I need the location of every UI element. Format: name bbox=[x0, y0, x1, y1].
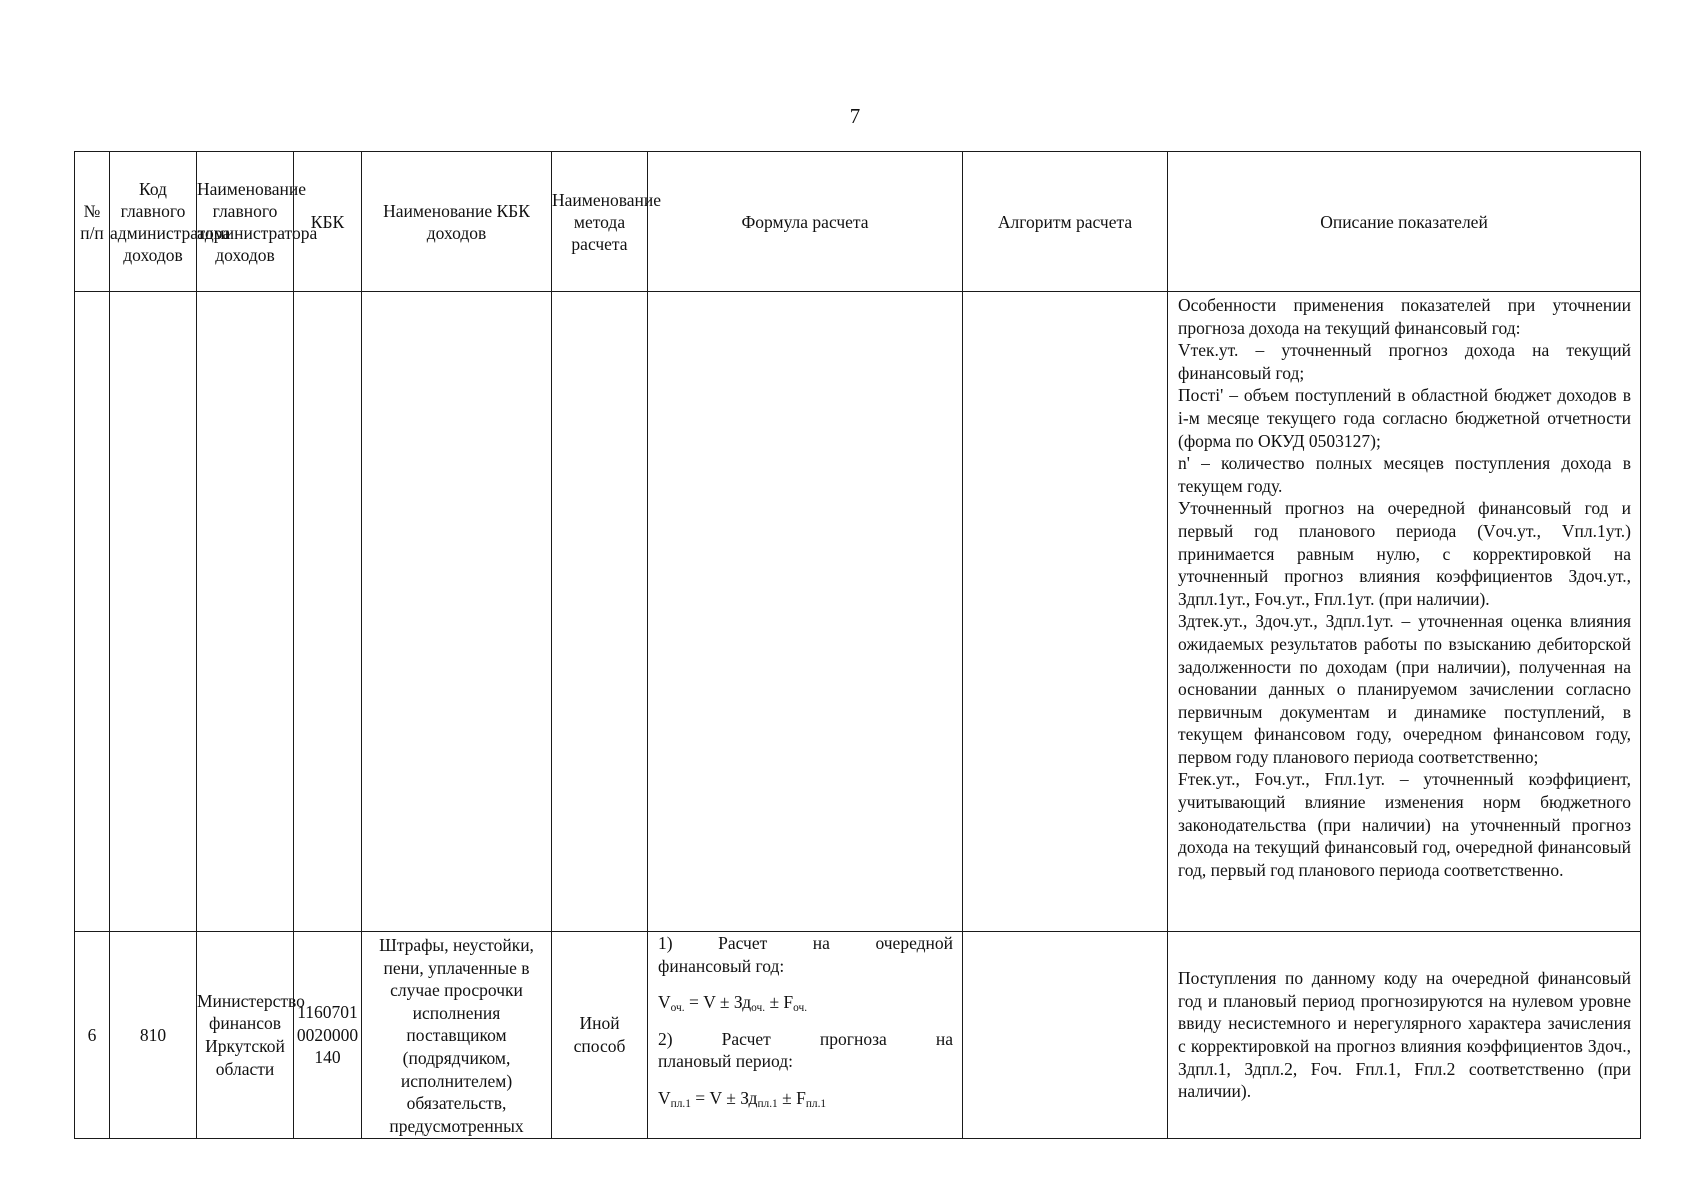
header-algorithm: Алгоритм расчета bbox=[963, 152, 1168, 292]
desc-p2: Vтек.ут. – уточненный прогноз дохода на текущий финансовый год; bbox=[1178, 340, 1631, 383]
table-row bbox=[75, 932, 1641, 1139]
empty-cell bbox=[648, 292, 963, 932]
desc-p4: n' – количество полных месяцев поступления дохода в текущем году. bbox=[1178, 453, 1631, 496]
header-kbk-name: Наименование КБК доходов bbox=[362, 152, 552, 292]
row-kbk-name bbox=[362, 932, 552, 1139]
desc-p7: Fтек.ут., Fоч.ут., Fпл.1ут. – уточненный коэффициент, учитывающий влияние изменения норм бюджетного законодательства (при наличии) на уточненный прогноз дохода на текущий финансовый год, очередной финансовый год, первый год планового периода соответственно. bbox=[1178, 769, 1631, 880]
empty-cell bbox=[362, 292, 552, 932]
row-kbk-name-text: Штрафы, неустойки, пени, уплаченные в случае просрочки исполнения поставщиком (подрядчиком, исполнителем) обязательств, предусмотренных bbox=[379, 935, 534, 1136]
empty-cell bbox=[294, 292, 362, 932]
formula-step2-rest: плановый период: bbox=[658, 1051, 794, 1072]
header-description: Описание показателей bbox=[1168, 152, 1641, 292]
header-admin-code: Код главного администратора доходов bbox=[110, 152, 197, 292]
desc-p3: Постi' – объем поступлений в областной бюджет доходов в i-м месяце текущего года согласно бюджетной отчетности (форма по ОКУД 0503127); bbox=[1178, 385, 1631, 451]
formula-step1-word: на bbox=[812, 933, 830, 953]
formula-step2-word: прогноза bbox=[819, 1028, 887, 1049]
formula-step2-word: на bbox=[935, 1028, 953, 1049]
page-number: 7 bbox=[849, 104, 861, 128]
empty-cell bbox=[963, 292, 1168, 932]
row-formula bbox=[648, 932, 963, 1139]
forecast-table bbox=[74, 151, 1641, 1139]
header-num: № п/п bbox=[75, 152, 110, 292]
continuation-row bbox=[75, 292, 1641, 932]
header-method-name: Наименование метода расчета bbox=[552, 152, 648, 292]
formula-step1-word: очередной bbox=[875, 933, 953, 953]
row-algorithm bbox=[963, 932, 1168, 1139]
header-row bbox=[75, 152, 1641, 292]
header-kbk: КБК bbox=[294, 152, 362, 292]
row-admin-name: Министерство финансов Иркутской области bbox=[197, 932, 294, 1139]
empty-cell bbox=[552, 292, 648, 932]
row-kbk: 11607010020000140 bbox=[294, 932, 362, 1139]
desc-p6: Здтек.ут., Здоч.ут., Здпл.1ут. – уточненная оценка влияния ожидаемых результатов работы по взысканию дебиторской задолженности по доходам (при наличии), полученная на основании данных о планируемом зачислении согласно первичным документам и динамике поступлений, в текущем финансовом году, очередном финансовом году, первом году планового периода соответственно; bbox=[1178, 611, 1631, 767]
header-admin-name: Наименование главного администратора доходов bbox=[197, 152, 294, 292]
empty-cell bbox=[75, 292, 110, 932]
formula-1: $V_{оч.} = V \pm Зд_{оч.} \pm F_{оч.}$ bbox=[658, 992, 808, 1015]
desc-p5: Уточненный прогноз на очередной финансовый год и первый год планового периода (Vоч.ут., Vпл.1ут.) принимается равным нулю, с корректировкой на уточненный прогноз влияния коэффициентов Здоч.ут., Здпл.1ут., Fоч.ут., Fпл.1ут. (при наличии). bbox=[1178, 498, 1631, 609]
header-formula: Формула расчета bbox=[648, 152, 963, 292]
continuation-description bbox=[1168, 292, 1641, 932]
formula-2: $V_{пл.1} = V \pm Зд_{пл.1} \pm F_{пл.1}$ bbox=[658, 1087, 827, 1110]
row-num: 6 bbox=[75, 932, 110, 1139]
formula-step2-num: 2) bbox=[658, 1028, 673, 1049]
row-description: Поступления по данному коду на очередной финансовый год и плановый период прогнозируются на нулевом уровне ввиду несистемного и нерегулярного характера зачисления с корректировкой на прогноз влияния коэффициентов Здоч., Здпл.1, Здпл.2, Fоч. Fпл.1, Fпл.2 соответственно (при наличии). bbox=[1168, 932, 1641, 1139]
formula-step2-word: Расчет bbox=[721, 1028, 771, 1049]
empty-cell bbox=[110, 292, 197, 932]
empty-cell bbox=[197, 292, 294, 932]
row-admin-code: 810 bbox=[110, 932, 197, 1139]
formula-step1-line bbox=[658, 932, 953, 955]
formula-step2-line bbox=[658, 1028, 953, 1051]
row-method: Иной способ bbox=[552, 932, 648, 1139]
formula-step1-rest: финансовый год: bbox=[658, 955, 785, 976]
desc-p1: Особенности применения показателей при уточнении прогноза дохода на текущий финансовый год: bbox=[1178, 295, 1631, 338]
formula-step1-num: 1) bbox=[658, 933, 673, 953]
formula-step1-word: Расчет bbox=[718, 933, 768, 953]
